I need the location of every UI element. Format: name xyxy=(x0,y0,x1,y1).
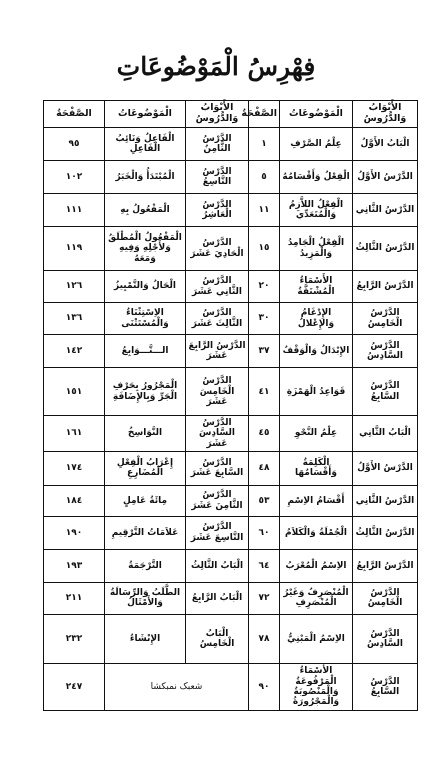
page-cell: ٤١ xyxy=(249,368,280,416)
lesson-cell: الدَّرْسُ الرَّابِعُ xyxy=(353,549,418,582)
lesson-cell: الدَّرْسُ الثَّالِثَ عَشَرَ xyxy=(186,303,249,335)
lesson-cell: الدَّرْسُ التَّاسِعُ xyxy=(186,161,249,194)
lesson-cell: الدَّرْسُ السَّابِعُ xyxy=(353,664,418,711)
table-row xyxy=(44,128,418,161)
page-cell: ٩٠ xyxy=(249,664,280,711)
topic-cell: عِلْمُ النَّحْوِ xyxy=(280,416,353,451)
topic-cell: الْمَفْعُولُ بِهِ xyxy=(105,194,186,227)
table-row xyxy=(44,549,418,582)
page-cell: ١٦١ xyxy=(44,416,105,451)
page-cell: ١٥١ xyxy=(44,368,105,416)
lesson-cell: الدَّرْسُ السَّادِسَ عَشَرَ xyxy=(186,416,249,451)
page-cell: ٥ xyxy=(249,161,280,194)
page-cell: ١٨٤ xyxy=(44,485,105,516)
page-cell: ١٣٦ xyxy=(44,303,105,335)
table-row xyxy=(44,614,418,664)
header-lessons-right: الأَبْوَابُ وَالدُّرُوسُ xyxy=(353,101,418,128)
header-page-right: الصَّفْحَةُ xyxy=(249,101,280,128)
topic-cell: قَوَاعِدُ الْهَمْزَةِ xyxy=(280,368,353,416)
topic-cell: الاِسْتِثْنَاءُ وَالْمُسْتَثْنَى xyxy=(105,303,186,335)
page-cell: ٧٢ xyxy=(249,582,280,614)
lesson-cell: الدَّرْسُ الثَّامِنُ xyxy=(186,128,249,161)
lesson-cell: الدَّرْسُ الأَوَّلُ xyxy=(353,451,418,485)
topic-cell: الْمُبْتَدَأُ وَالْخَبَرُ xyxy=(105,161,186,194)
table-row xyxy=(44,368,418,416)
topic-cell: عَلاَمَاتُ التَّرْقِيمِ xyxy=(105,516,186,549)
lesson-cell: الْبَابُ الأَوَّلُ xyxy=(353,128,418,161)
lesson-cell: الْبَابُ الثَّالِثُ xyxy=(186,549,249,582)
header-lessons-left: الأَبْوَابُ وَالدُّرُوسُ xyxy=(186,101,249,128)
lesson-cell: الْبَابُ الْخَامِسُ xyxy=(186,614,249,664)
header-topics-left: الْمَوْضُوعَاتُ xyxy=(105,101,186,128)
page-cell: ٤٥ xyxy=(249,416,280,451)
topic-cell: الإِبْدَالُ وَالْوَقْفُ xyxy=(280,334,353,367)
topic-cell: الْفِعْلُ اللاَّزِمُ وَالْمُتَعَدِّي xyxy=(280,194,353,227)
topic-cell: الطَّلَبُ وَالرِّسَالَةُ وَالأَمْثَالُ xyxy=(105,582,186,614)
page-cell: ٢٠ xyxy=(249,271,280,303)
lesson-cell: الْبَابُ الرَّابِعُ xyxy=(186,582,249,614)
header-page-left: الصَّفْحَةُ xyxy=(44,101,105,128)
topic-cell: الْمَفْعُولُ الْمُطْلَقُ وَلأَجْلِهِ وَفِيهِ وَمَعَهُ xyxy=(105,227,186,271)
lesson-cell: الْبَابُ الثَّانِي xyxy=(353,416,418,451)
contents-table xyxy=(43,100,418,711)
topic-cell: الإِنْشَاءُ xyxy=(105,614,186,664)
topic-cell: الأَسْمَاءُ الْمُشْتَقَّةُ xyxy=(280,271,353,303)
topic-cell: الاِسْمُ الْمُعْرَبُ xyxy=(280,549,353,582)
page-cell: ١٠٢ xyxy=(44,161,105,194)
topic-cell: مِائَةُ عَامِلٍ xyxy=(105,485,186,516)
lesson-cell: الدَّرْسُ الْخَامِسَ عَشَرَ xyxy=(186,368,249,416)
table-row xyxy=(44,451,418,485)
topic-cell: النَّوَاسِخُ xyxy=(105,416,186,451)
table-row xyxy=(44,485,418,516)
topic-cell: أَقْسَامُ الاِسْمِ xyxy=(280,485,353,516)
lesson-cell: الدَّرْسُ الرَّابِعُ xyxy=(353,271,418,303)
table-row xyxy=(44,582,418,614)
lesson-cell: الدَّرْسُ الْعَاشِرُ xyxy=(186,194,249,227)
page-cell: ١٥ xyxy=(249,227,280,271)
page-cell: ١٤٢ xyxy=(44,334,105,367)
topic-cell: الـــتَّـــوَابِعُ xyxy=(105,334,186,367)
page-cell: ٧٨ xyxy=(249,614,280,664)
lesson-cell: الدَّرْسُ الثَّالِثُ xyxy=(353,227,418,271)
page-cell: ٢٣٢ xyxy=(44,614,105,664)
page-cell: ١١١ xyxy=(44,194,105,227)
topic-cell: الْفِعْلُ الْجَامِدُ وَالْمَزِيدُ xyxy=(280,227,353,271)
page-cell: ٢١١ xyxy=(44,582,105,614)
table-row xyxy=(44,303,418,335)
header-row xyxy=(44,101,418,128)
page-cell: ١٩٠ xyxy=(44,516,105,549)
topic-cell: التَّرْجَمَةُ xyxy=(105,549,186,582)
topic-cell: الْفِعْلُ وَأَقْسَامُهُ xyxy=(280,161,353,194)
page-cell: ٦٠ xyxy=(249,516,280,549)
page-cell: ٩٥ xyxy=(44,128,105,161)
lesson-cell: الدَّرْسُ الثَّانِي xyxy=(353,485,418,516)
lesson-cell: الدَّرْسُ الْخَامِسُ xyxy=(353,582,418,614)
topic-cell: الْجُمْلَةُ وَالْكَلاَمُ xyxy=(280,516,353,549)
topic-cell: الْحَالُ وَالتَّمْيِيزُ xyxy=(105,271,186,303)
page-cell: ٤٨ xyxy=(249,451,280,485)
page-cell: ١٩٣ xyxy=(44,549,105,582)
lesson-cell: الدَّرْسُ التَّاسِعَ عَشَرَ xyxy=(186,516,249,549)
table-row xyxy=(44,334,418,367)
lesson-cell: الدَّرْسُ السَّادِسُ xyxy=(353,334,418,367)
note-cell: شعبک نمبکشا xyxy=(105,664,249,711)
page-title: فِهْرِسُ الْمَوْضُوعَاتِ xyxy=(116,52,316,81)
table-row xyxy=(44,516,418,549)
topic-cell: الْمَجْرُورُ بِحَرْفِ الْجَرِّ وَبِالإِضَافَةِ xyxy=(105,368,186,416)
header-topics-right: الْمَوْضُوعَاتُ xyxy=(280,101,353,128)
lesson-cell: الدَّرْسُ الْحَادِيَ عَشَرَ xyxy=(186,227,249,271)
table-row xyxy=(44,416,418,451)
lesson-cell: الدَّرْسُ الأَوَّلُ xyxy=(353,161,418,194)
topic-cell: الاِسْمُ الْمَبْنِيُّ xyxy=(280,614,353,664)
page-cell: ٦٤ xyxy=(249,549,280,582)
table-row xyxy=(44,194,418,227)
page-cell: ٥٣ xyxy=(249,485,280,516)
table-row xyxy=(44,271,418,303)
topic-cell: الْفَاعِلُ وَنَائِبُ الْفَاعِلِ xyxy=(105,128,186,161)
lesson-cell: الدَّرْسُ الثَّالِثُ xyxy=(353,516,418,549)
lesson-cell: الدَّرْسُ الثَّامِنَ عَشَرَ xyxy=(186,485,249,516)
lesson-cell: الدَّرْسُ الثَّانِي عَشَرَ xyxy=(186,271,249,303)
lesson-cell: الدَّرْسُ الْخَامِسُ xyxy=(353,303,418,335)
page-cell: ١٢٦ xyxy=(44,271,105,303)
page-cell: ١١ xyxy=(249,194,280,227)
page-cell: ٢٤٧ xyxy=(44,664,105,711)
topic-cell: الإِدْغَامُ وَالإِعْلالُ xyxy=(280,303,353,335)
topic-cell: الْكَلِمَةُ وَأَقْسَامُهَا xyxy=(280,451,353,485)
topic-cell: إِعْرَابُ الْفِعْلِ الْمُضَارِعِ xyxy=(105,451,186,485)
lesson-cell: الدَّرْسُ السَّابِعُ xyxy=(353,368,418,416)
table-row xyxy=(44,664,418,711)
table-row xyxy=(44,227,418,271)
page-cell: ١١٩ xyxy=(44,227,105,271)
table-row xyxy=(44,161,418,194)
page-cell: ٣٠ xyxy=(249,303,280,335)
lesson-cell: الدَّرْسُ السَّادِسُ xyxy=(353,614,418,664)
lesson-cell: الدَّرْسُ الثَّانِي xyxy=(353,194,418,227)
topic-cell: الأَسْمَاءُ الْمَرْفُوعَةُ وَالْمَنْصُوبَةُ وَالْمَجْرُورَةُ xyxy=(280,664,353,711)
topic-cell: الْمُنْصَرِفُ وَغَيْرُ الْمُنْصَرِفِ xyxy=(280,582,353,614)
page-cell: ١٧٤ xyxy=(44,451,105,485)
page-cell: ٣٧ xyxy=(249,334,280,367)
page-cell: ١ xyxy=(249,128,280,161)
lesson-cell: الدَّرْسُ الرَّابِعَ عَشَرَ xyxy=(186,334,249,367)
topic-cell: عِلْمُ الصَّرْفِ xyxy=(280,128,353,161)
lesson-cell: الدَّرْسُ السَّابِعَ عَشَرَ xyxy=(186,451,249,485)
